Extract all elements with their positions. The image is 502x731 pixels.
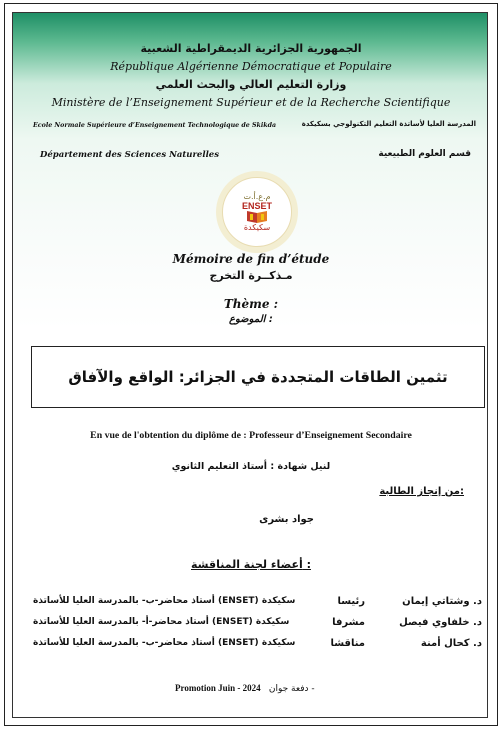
memoire-fr: Mémoire de fin d’étude xyxy=(172,252,330,266)
promotion-fr: Promotion Juin - xyxy=(175,683,241,693)
theme-ar: الموضوع : xyxy=(229,314,273,325)
promotion-year: 2024 xyxy=(242,683,261,693)
header-ar-ministry: وزارة التعليم العالي والبحث العلمي xyxy=(155,78,347,91)
student-label: من إنجاز الطالبة: xyxy=(379,486,464,497)
jury-member-role: مناقشا xyxy=(330,638,365,649)
jury-member-title: أستاذ محاضر-ب- بالمدرسة العليا للأساتذة (ENSET) سكيكدة xyxy=(33,638,296,648)
jury-member-title: أستاذ محاضر-أ- بالمدرسة العليا للأساتذة (ENSET) سكيكدة xyxy=(33,617,290,627)
logo-top-text: م.ع.أ.ت xyxy=(243,192,271,201)
header-fr-ministry: Ministère de l’Enseignement Supérieur et de la Recherche Scientifique xyxy=(51,96,451,109)
student-name: جواد بشرى xyxy=(259,514,314,525)
thesis-title: تثمين الطاقات المتجددة في الجزائر: الواقع والآفاق xyxy=(68,368,448,386)
logo-text: ENSET xyxy=(241,201,272,211)
diploma-ar: لنيل شهادة : أستاذ التعليم الثانوي xyxy=(171,461,331,472)
jury-member-name: د. وشتاتي إيمان xyxy=(402,596,482,607)
header-fr-department: Département des Sciences Naturelles xyxy=(40,150,219,160)
jury-member-title: أستاذ محاضر-ب- بالمدرسة العليا للأساتذة (ENSET) سكيكدة xyxy=(33,596,296,606)
header-fr-school: Ecole Normale Supérieure d’Enseignement Technologique de Skikda xyxy=(33,122,277,129)
header-ar-school: المدرسة العليا لأساتذة التعليم التكنولوجي بسكيكدة xyxy=(301,120,476,128)
jury-member-role: رئيسا xyxy=(337,596,365,607)
thesis-title-box xyxy=(31,346,485,408)
promotion-ar: دفعة جوان - xyxy=(268,684,315,694)
header-fr-republic: République Algérienne Démocratique et Populaire xyxy=(110,60,392,73)
jury-member-role: مشرفا xyxy=(332,617,365,628)
jury-member-name: د. خلفاوي فيصل xyxy=(399,617,482,628)
diploma-fr: En vue de l'obtention du diplôme de : Professeur d’Enseignement Secondaire xyxy=(90,430,412,441)
promotion-line xyxy=(175,683,315,694)
header-ar-department: قسم العلوم الطبيعية xyxy=(378,149,471,159)
enset-logo xyxy=(216,171,298,253)
jury-heading: أعضاء لجنة المناقشة : xyxy=(191,558,311,571)
header-ar-republic: الجمهورية الجزائرية الديمقراطية الشعبية xyxy=(140,42,362,55)
logo-bottom-text: سكيكدة xyxy=(243,223,271,232)
jury-member-name: د. كحال أمنة xyxy=(420,638,482,649)
book-icon xyxy=(245,211,269,223)
memoire-ar: مـذكــرة التخرج xyxy=(209,269,293,282)
theme-fr: Thème : xyxy=(223,297,279,311)
